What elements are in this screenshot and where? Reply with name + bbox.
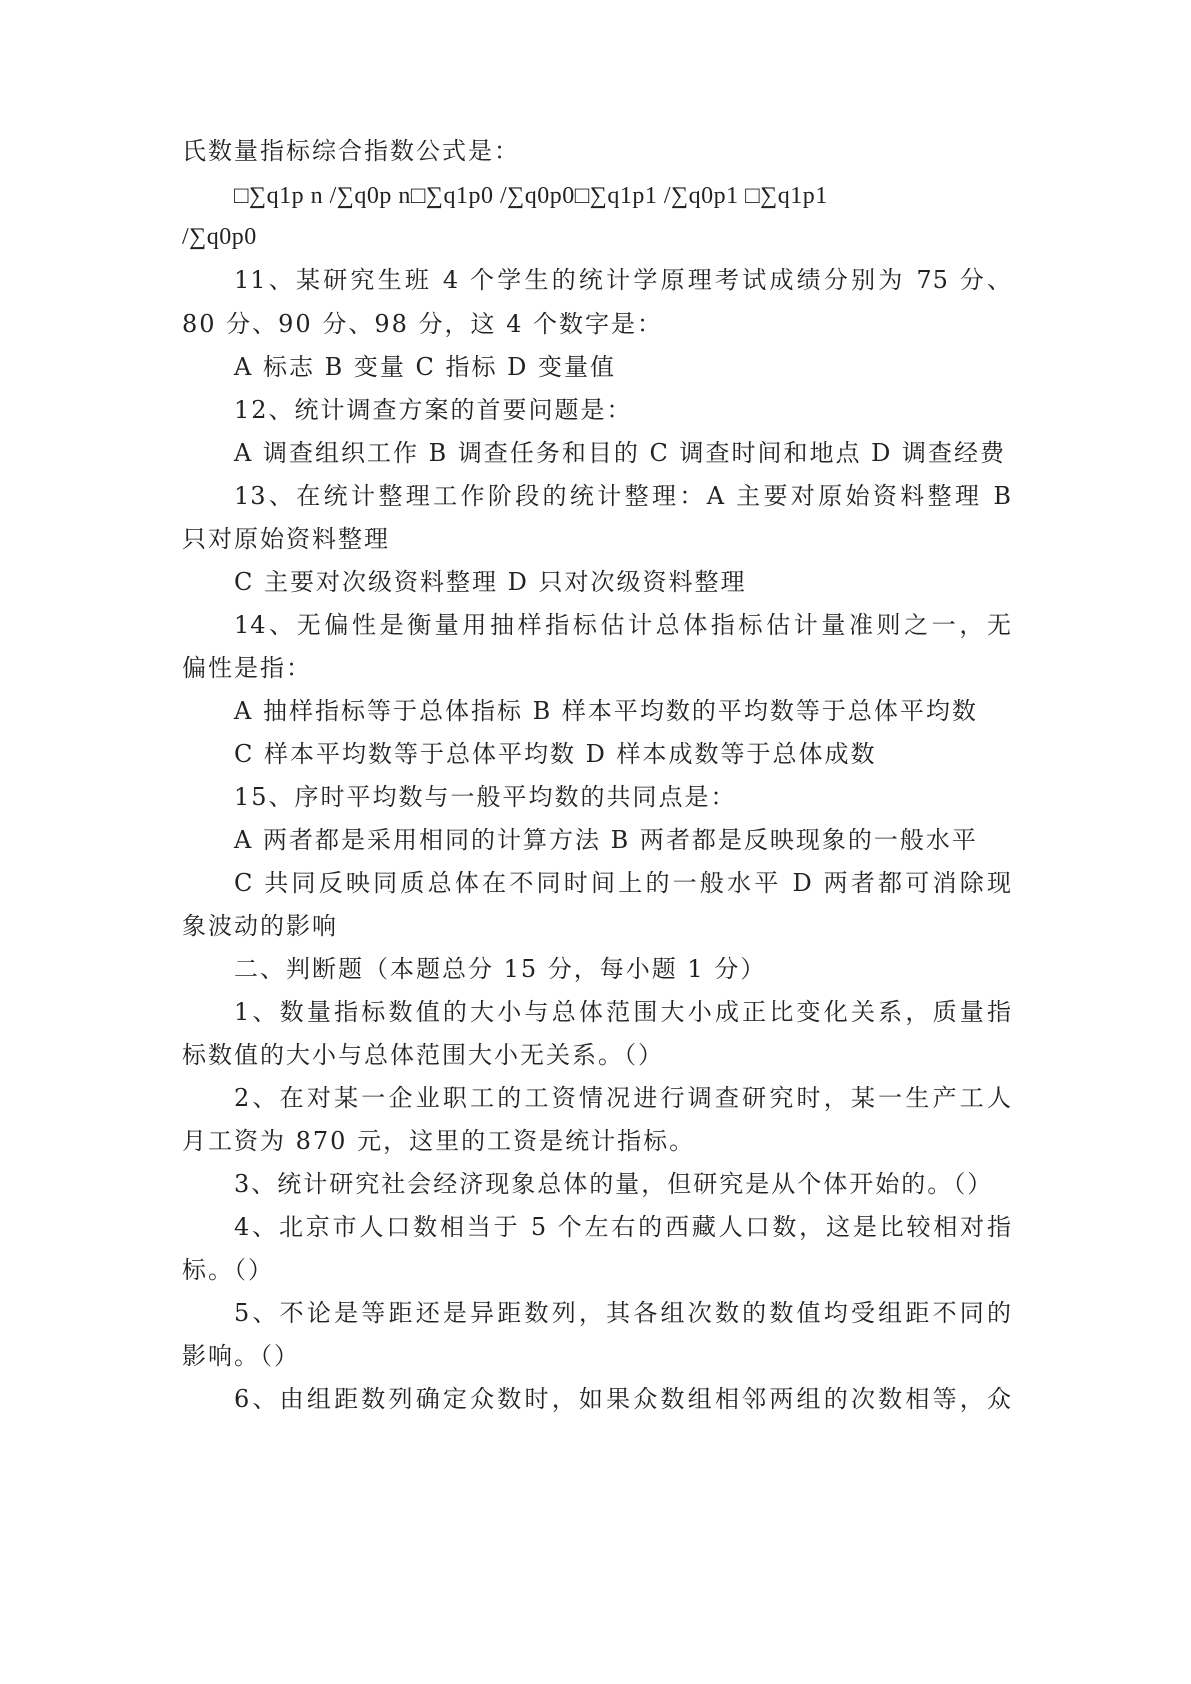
text-line: 80 分、90 分、98 分，这 4 个数字是： [182, 310, 664, 338]
options-line: A 标志 B 变量 C 指标 D 变量值 [234, 353, 616, 381]
section-heading: 二、判断题（本题总分 15 分，每小题 1 分） [234, 955, 767, 983]
options-line: A 两者都是采用相同的计算方法 B 两者都是反映现象的一般水平 [234, 826, 978, 854]
text-line: 标。（） [182, 1256, 274, 1284]
question-line: 6、由组距数列确定众数时，如果众数组相邻两组的次数相等，众 [234, 1385, 1012, 1413]
question-line: 11、某研究生班 4 个学生的统计学原理考试成绩分别为 75 分、 [234, 266, 1012, 294]
question-line: 3、统计研究社会经济现象总体的量，但研究是从个体开始的。（） [234, 1170, 994, 1198]
formula-line: □∑q1p n /∑q0p n□∑q1p0 /∑q0p0□∑q1p1 /∑q0p1 □∑q1p1 [234, 183, 828, 209]
text-line: 只对原始资料整理 [182, 525, 390, 553]
text-line: 氏数量指标综合指数公式是： [182, 137, 520, 165]
options-line: A 抽样指标等于总体指标 B 样本平均数的平均数等于总体平均数 [234, 697, 978, 725]
text-line: 影响。（） [182, 1342, 300, 1370]
question-line: 12、统计调查方案的首要问题是： [234, 396, 633, 424]
options-line: C 共同反映同质总体在不同时间上的一般水平 D 两者都可消除现 [234, 869, 1012, 897]
text-line: 月工资为 870 元，这里的工资是统计指标。 [182, 1127, 696, 1155]
formula-line: /∑q0p0 [182, 224, 257, 250]
question-line: 15、序时平均数与一般平均数的共同点是： [234, 783, 737, 811]
question-line: 2、在对某一企业职工的工资情况进行调查研究时，某一生产工人 [234, 1084, 1012, 1112]
text-line: 偏性是指： [182, 654, 312, 682]
question-line: 4、北京市人口数相当于 5 个左右的西藏人口数，这是比较相对指 [234, 1213, 1012, 1241]
options-line: C 样本平均数等于总体平均数 D 样本成数等于总体成数 [234, 740, 877, 768]
text-line: 象波动的影响 [182, 912, 338, 940]
options-line: C 主要对次级资料整理 D 只对次级资料整理 [234, 568, 747, 596]
question-line: 5、不论是等距还是异距数列，其各组次数的数值均受组距不同的 [234, 1299, 1012, 1327]
question-line: 13、在统计整理工作阶段的统计整理：A 主要对原始资料整理 B [234, 482, 1012, 510]
text-line: 标数值的大小与总体范围大小无关系。（） [182, 1041, 664, 1069]
options-line: A 调查组织工作 B 调查任务和目的 C 调查时间和地点 D 调查经费 [234, 439, 1006, 467]
question-line: 1、数量指标数值的大小与总体范围大小成正比变化关系，质量指 [234, 998, 1012, 1026]
question-line: 14、无偏性是衡量用抽样指标估计总体指标估计量准则之一，无 [234, 611, 1012, 639]
